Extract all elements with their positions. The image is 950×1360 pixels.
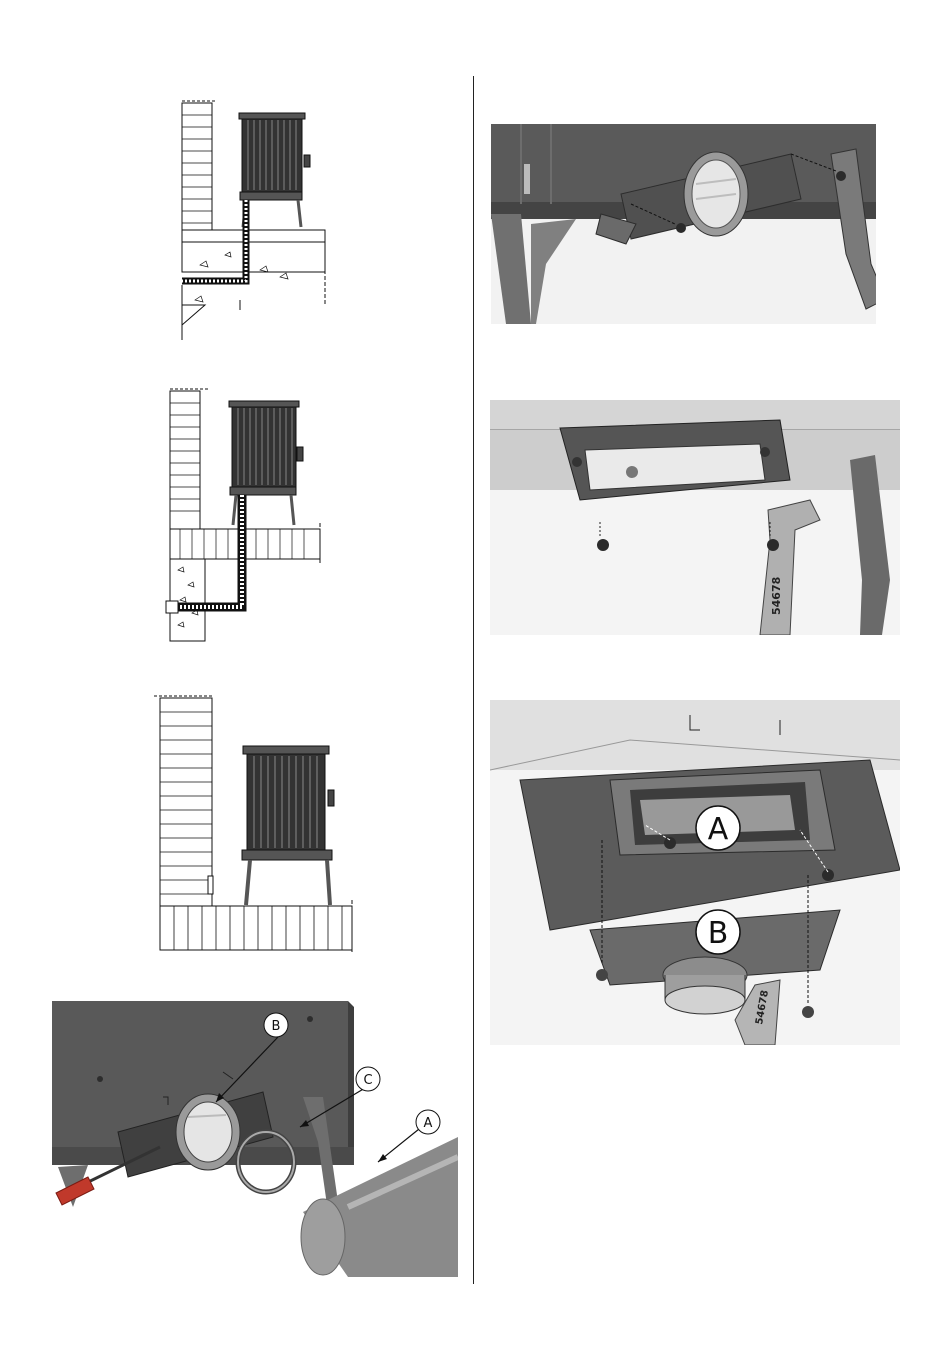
figure-6-underside-opening-illustration bbox=[490, 400, 900, 635]
figure-1-floor-duct-diagram bbox=[170, 95, 340, 345]
figure-5-rear-adaptor-illustration bbox=[491, 124, 876, 324]
leg-number-label-2: 54678 bbox=[754, 989, 771, 1026]
figure-4-hose-connection-illustration bbox=[48, 997, 458, 1277]
callout-b: B bbox=[271, 1019, 281, 1034]
figure-3-wall-vent-diagram bbox=[152, 690, 362, 955]
figure-2-wall-duct-diagram bbox=[160, 385, 330, 650]
column-divider bbox=[473, 76, 474, 1284]
callout-a: A bbox=[423, 1116, 433, 1131]
figure-7-bottom-adaptor-illustration bbox=[490, 700, 900, 1045]
callout-c: C bbox=[363, 1073, 373, 1088]
leg-number-label: 54678 bbox=[770, 576, 783, 615]
callout-b: B bbox=[707, 916, 729, 951]
callout-a: A bbox=[707, 812, 729, 847]
